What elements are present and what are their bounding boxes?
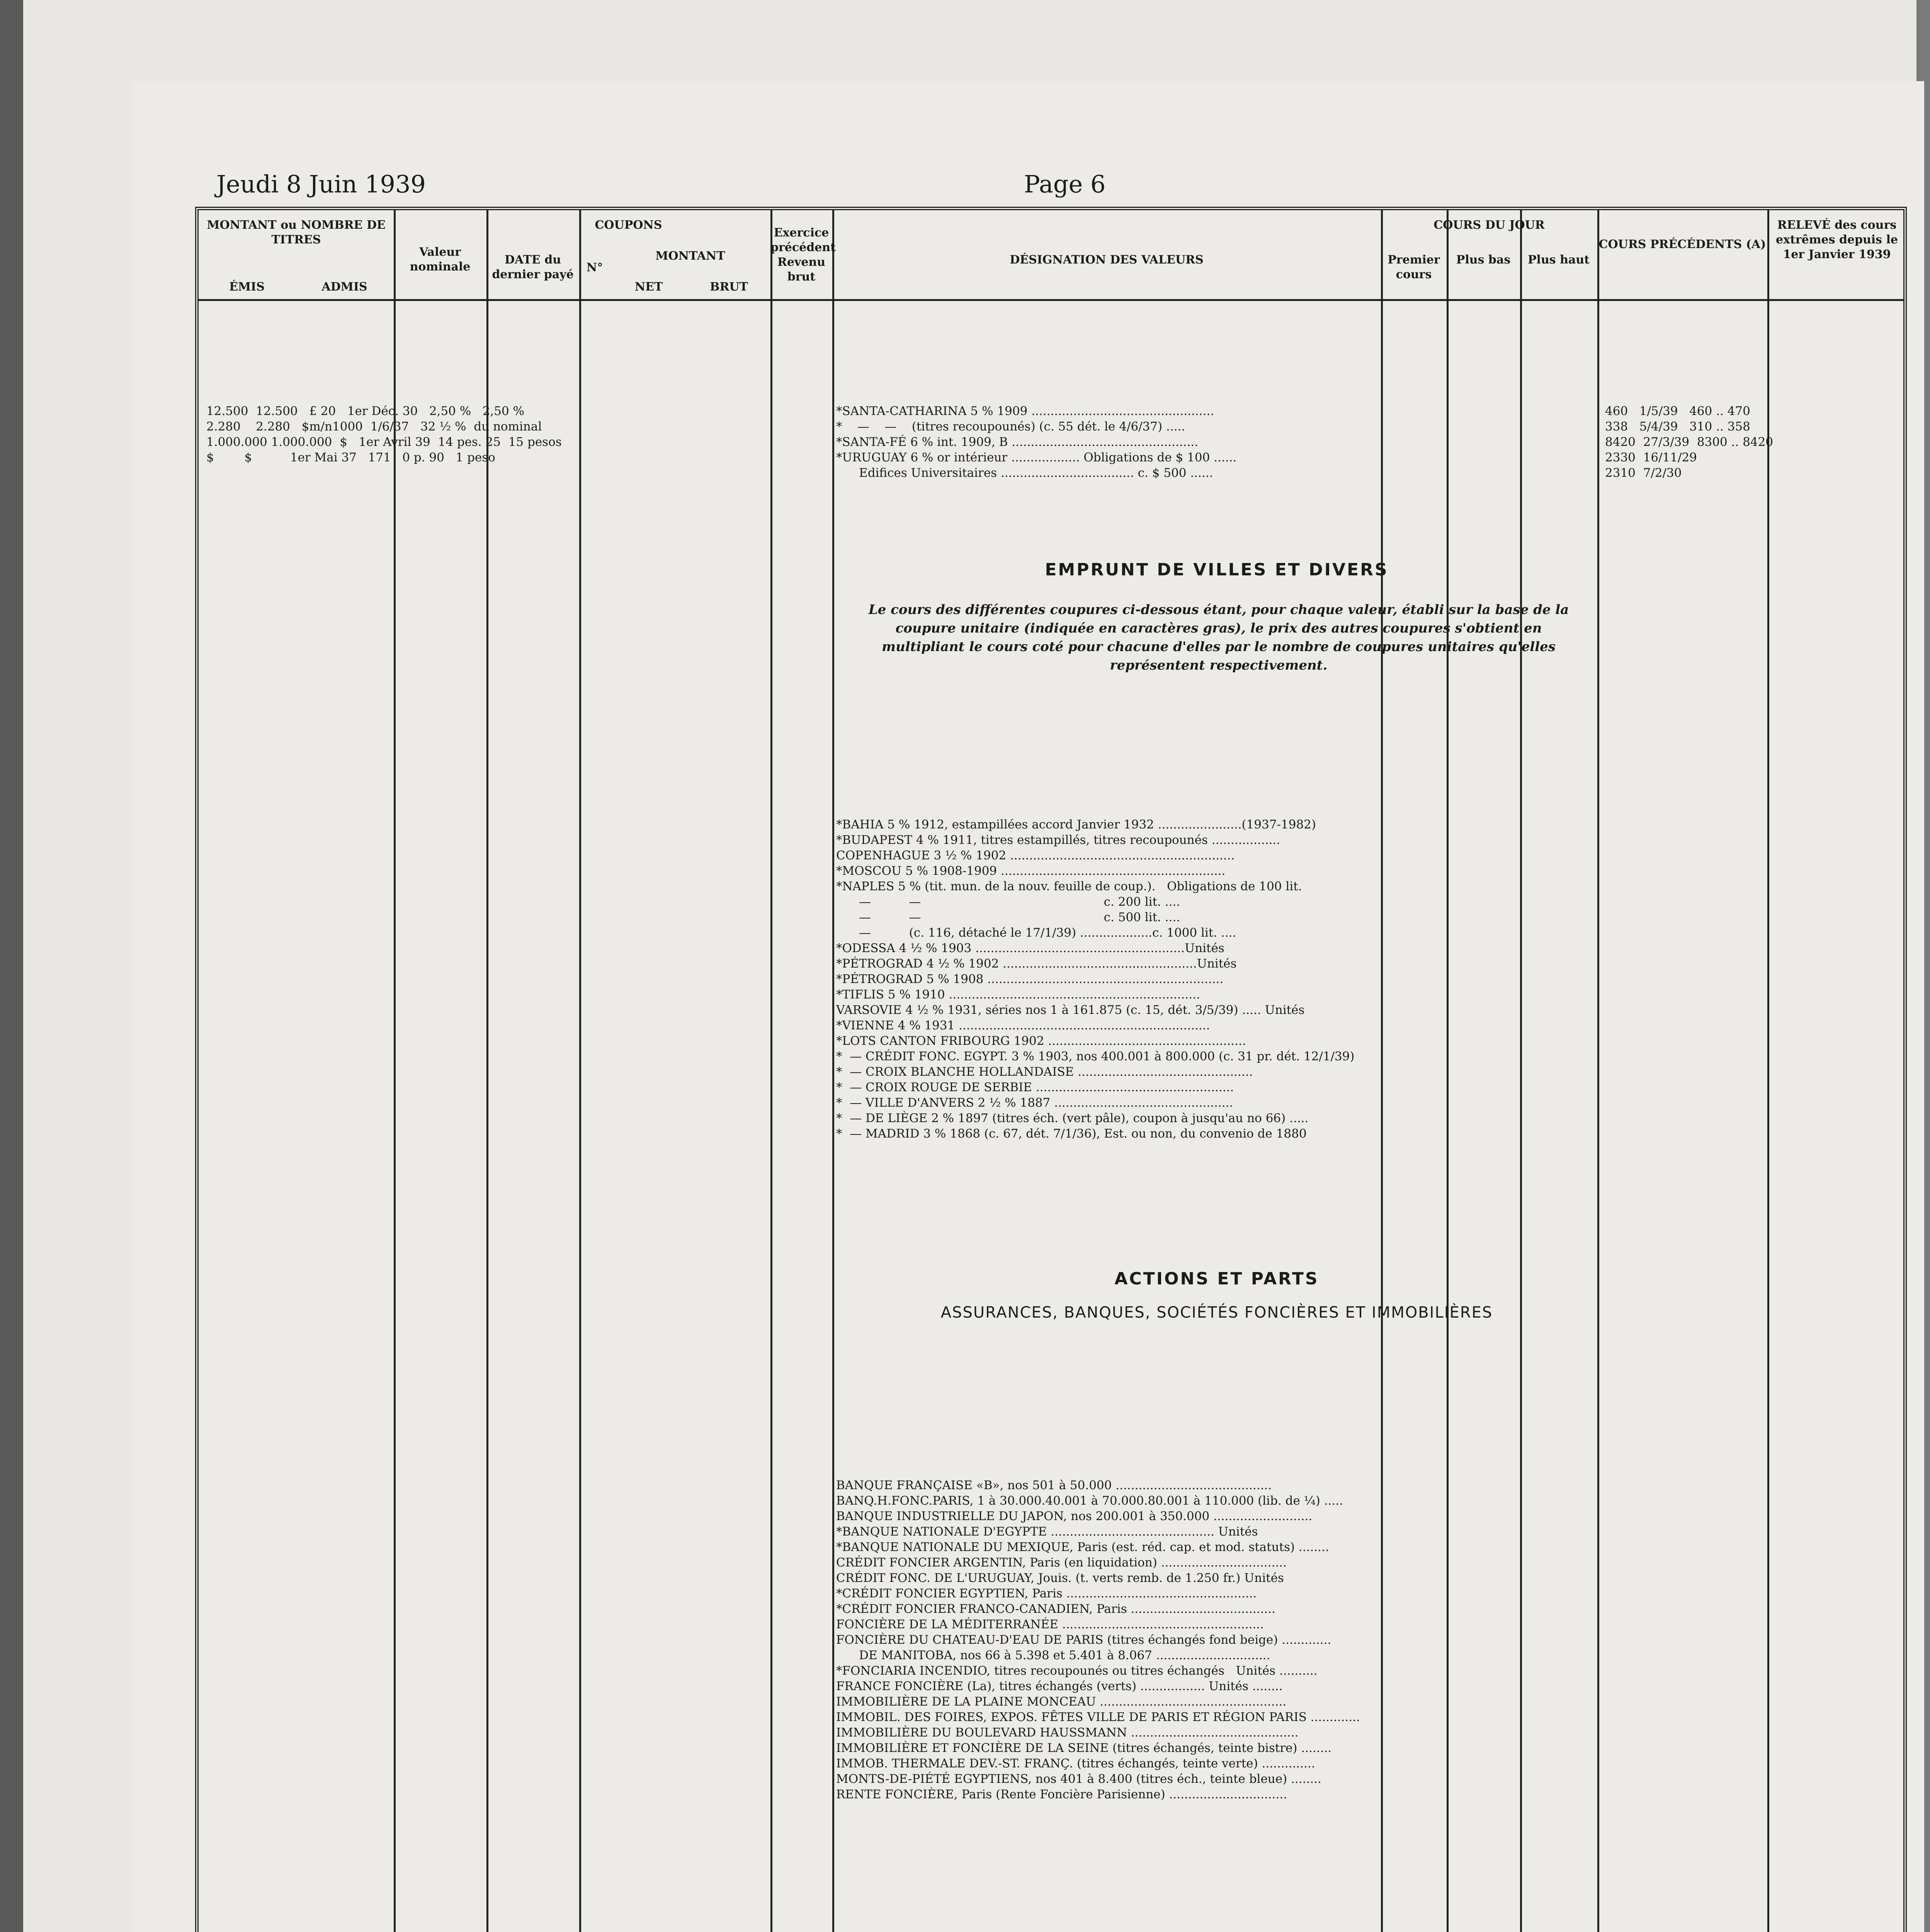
col-precedents: COURS PRÉCÉDENTS (A) (1598, 238, 1766, 251)
col-valeur: Valeur nominale (410, 245, 471, 274)
page-number: Page 6 (1024, 170, 1106, 198)
designation-top: *SANTA-CATHARINA 5 % 1909 ................................................ * — — (titres recoupounés) (c. 55 dét. le 4/6/37) ..... *SANTA-FÉ 6 % int. 1909, B ................................................. *URUGUAY 6 % or intérieur .................. Obligations de $ 100 ...... Edifices Universitaires ................................... c. $ 500 ...... (836, 404, 1237, 480)
section-actions: ACTIONS ET PARTS (1114, 1269, 1319, 1289)
col-releve: RELEVÉ des cours extrêmes depuis le 1er Janvier 1939 (1776, 218, 1898, 261)
col-cours-jour: COURS DU JOUR (1433, 218, 1545, 232)
col-brut: BRUT (710, 280, 748, 294)
page-date: Jeudi 8 Juin 1939 (216, 170, 426, 198)
col-montant: MONTANT ou NOMBRE DE TITRES (207, 218, 386, 247)
col-admis: ADMIS (321, 280, 367, 294)
col-montant-coupon: MONTANT (655, 249, 725, 263)
col-net: NET (634, 280, 663, 294)
col-exercice: Exercice précédent Revenu brut (770, 226, 836, 284)
scan-edge-left (0, 0, 23, 1932)
emprunts-note: Le cours des différentes coupures ci-dessous étant, pour chaque valeur, établi sur la base de la coupure unitaire (indiquée en caractères gras), le prix des autres coupures s'obtient en multipliant le cours coté pour chacune d'elles par le nombre de coupures unitaires qu'elles représentent respectivement. (868, 602, 1569, 673)
col-plus-bas: Plus bas (1456, 253, 1511, 267)
col-premier: Premier cours (1388, 253, 1440, 281)
section-emprunts: EMPRUNT DE VILLES ET DIVERS (1045, 560, 1389, 580)
quotation-table (195, 207, 1907, 1932)
designation-actions: BANQUE FRANÇAISE «B», nos 501 à 50.000 ......................................... BANQ.H.FONC.PARIS, 1 à 30.000.40.001 à 70.000.80.001 à 110.000 (lib. de ¼) ..... BANQUE INDUSTRIELLE DU JAPON, nos 200.001 à 350.000 .......................... *BANQUE NATIONALE D'EGYPTE ........................................... Unités *BANQUE NATIONALE DU MEXIQUE, Paris (est. réd. cap. et mod. statuts) ........ CRÉDIT FONCIER ARGENTIN, Paris (en liquidation) ................................. CRÉDIT FONC. DE L'URUGUAY, Jouis. (t. verts remb. de 1.250 fr.) Unités *CRÉDIT FONCIER EGYPTIEN, Paris .................................................. *CRÉDIT FONCIER FRANCO-CANADIEN, Paris ...................................... FONCIÈRE DE LA MÉDITERRANÉE ..................................................... FONCIÈRE DU CHATEAU-D'EAU DE PARIS (titres échangés fond beige) ............. DE MANITOBA, nos 66 à 5.398 et 5.401 à 8.067 .............................. *FONCIARIA INCENDIO, titres recoupounés ou titres échangés Unités .......... FRANCE FONCIÈRE (La), titres échangés (verts) ................. Unités ........ IMMOBILIÈRE DE LA PLAINE MONCEAU ................................................. IMMOBIL. DES FOIRES, EXPOS. FÊTES VILLE DE PARIS ET RÉGION PARIS ............. IMMOBILIÈRE DU BOULEVARD HAUSSMANN ............................................ IMMOBILIÈRE ET FONCIÈRE DE LA SEINE (titres échangés, teinte bistre) ........ IMMOB. THERMALE DEV.-ST. FRANÇ. (titres échangés, teinte verte) .............. MONTS-DE-PIÉTÉ EGYPTIENS, nos 401 à 8.400 (titres éch., teinte bleue) ........ RENTE FONCIÈRE, Paris (Rente Foncière Parisienne) ............................... (836, 1478, 1360, 1801)
designation-emprunts: *BAHIA 5 % 1912, estampillées accord Janvier 1932 ......................(1937-1982) *BUDAPEST 4 % 1911, titres estampillés, titres recoupounés .................. COPENHAGUE 3 ½ % 1902 ........................................................... *MOSCOU 5 % 1908-1909 ........................................................... *NAPLES 5 % (tit. mun. de la nouv. feuille de coup.). Obligations de 100 lit. — — c. 200 lit. .... — — c. 500 lit. .... — (c. 116, détaché le 17/1/39) ...................c. 1000 lit. .... *ODESSA 4 ½ % 1903 .......................................................Unités *PÉTROGRAD 4 ½ % 1902 ...................................................Unités *PÉTROGRAD 5 % 1908 .............................................................. *TIFLIS 5 % 1910 .................................................................. VARSOVIE 4 ½ % 1931, séries nos 1 à 161.875 (c. 15, dét. 3/5/39) ..... Unités *VIENNE 4 % 1931 .................................................................. *LOTS CANTON FRIBOURG 1902 .................................................... * — CRÉDIT FONC. EGYPT. 3 % 1903, nos 400.001 à 800.000 (c. 31 pr. dét. 12/1/39) * — CROIX BLANCHE HOLLANDAISE .............................................. * — CROIX ROUGE DE SERBIE .................................................... * — VILLE D'ANVERS 2 ½ % 1887 ............................................... * — DE LIÈGE 2 % 1897 (titres éch. (vert pâle), coupon à jusqu'au no 66) ..... * — MADRID 3 % 1868 (c. 67, dét. 7/1/36), Est. ou non, du convenio de 1880 (836, 818, 1355, 1141)
col-no: N° (586, 261, 603, 274)
col-emis: ÉMIS (229, 280, 265, 294)
numbers-top: 12.500 12.500 £ 20 1er Déc. 30 2,50 % 2,50 % 2.280 2.280 $m/n1000 1/6/37 32 ½ % du nominal 1.000.000 1.000.000 $ 1er Avril 39 14 pes. 25 15 pesos $ $ 1er Mai 37 171 0 p. 90 1 peso (206, 404, 562, 464)
col-designation: DÉSIGNATION DES VALEURS (1010, 253, 1204, 267)
col-date: DATE du dernier payé (492, 253, 574, 281)
cours-top: 460 1/5/39 460 .. 470 338 5/4/39 310 .. 358 8420 27/3/39 8300 .. 8420 2330 16/11/29 2310 7/2/30 (1605, 404, 1774, 480)
col-plus-haut: Plus haut (1527, 253, 1590, 267)
col-coupons: COUPONS (595, 218, 662, 232)
section-actions-sub: ASSURANCES, BANQUES, SOCIÉTÉS FONCIÈRES ET IMMOBILIÈRES (940, 1304, 1493, 1321)
